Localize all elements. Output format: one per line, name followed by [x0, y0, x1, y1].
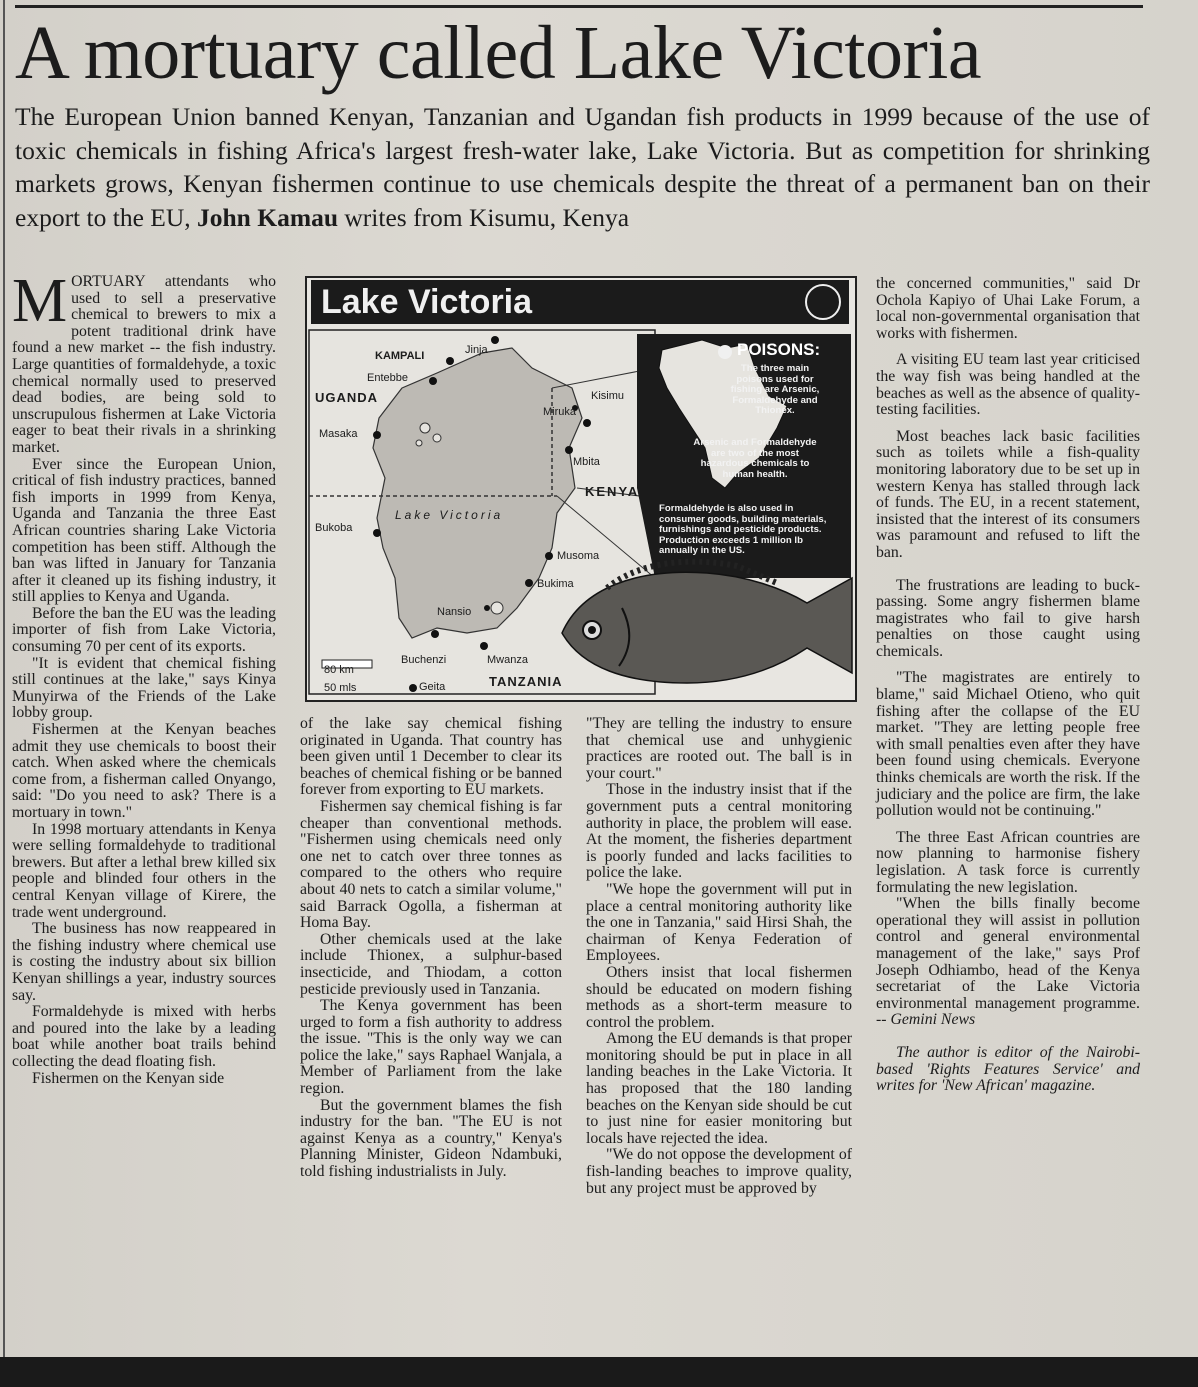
- place-label: KAMPALI: [375, 350, 425, 362]
- paragraph: The frustrations are leading to buck-passing. Some angry fishermen blame magistrates who fail to give harsh penalties on those caught using chemicals.: [876, 576, 1140, 660]
- country-label: TANZANIA: [489, 674, 563, 689]
- dateline: writes from Kisumu, Kenya: [344, 202, 630, 232]
- paragraph-text: ORTUARY attendants who used to sell a preservative chemical to brewers to mix a potent traditional drink have found a new market -- the fish industry. Large quantities of formaldehyde, a toxic chemical normally used to preserved dead bodies, are being sold to unscrupulous fishermen at Lake Victoria eager to beat their rivals in a shrinking market.: [12, 273, 276, 456]
- paragraph: "It is evident that chemical fishing still continues at the lake," says Kinya Munyirwa of the Friends of the Lake lobby group.: [12, 654, 276, 722]
- paragraph: A visiting EU team last year criticised the way fish was being handled at the beaches as well as the absence of quality-testing facilities.: [876, 351, 1140, 419]
- place-label: Geita: [419, 681, 446, 693]
- place-label: Entebbe: [367, 372, 408, 384]
- poisons-note-1: The three main poisons used for fishing are Arsenic, Formaldehyde and Thionex.: [730, 363, 820, 416]
- column-2: [300, 716, 562, 1181]
- lake-label: Lake Victoria: [395, 508, 504, 522]
- place-label: Kisimu: [591, 390, 625, 402]
- standfirst: [15, 100, 1150, 234]
- gemini-logo-icon: [805, 284, 841, 320]
- paragraph: Fishermen at the Kenyan beaches admit they use chemicals to boost their catch. When asked where the chemicals come from, a fisherman called Onyango, said: "Do you need to ask? There is a mortuary in town.": [12, 721, 276, 821]
- column-1: [12, 267, 276, 1087]
- paragraph: The Kenya government has been urged to form a fish authority to address the issue. "This is the only way we can police the lake," says Raphael Wanjala, a Member of Parliament from the lake region.: [300, 997, 562, 1098]
- skull-icon: [718, 345, 732, 359]
- island: [420, 423, 430, 433]
- top-rule: [15, 5, 1143, 8]
- paragraph: Ever since the European Union, critical of fish industry practices, banned fish imports in 1999 from Kenya, Uganda and Tanzania the three East African countries sharing Lake Victoria competition has been stiff. Although the ban was lifted in January for Tanzania after it cleaned up its fishing industry, it still applies to Kenya and Uganda.: [12, 455, 276, 606]
- news-source: Gemini News: [890, 1011, 976, 1029]
- place-label: Bukima: [537, 578, 574, 590]
- headline: A mortuary called Lake Victoria: [15, 11, 982, 95]
- poisons-note-2: Arsenic and Formaldehyde are two of the most hazardous chemicals to human health.: [693, 437, 817, 480]
- paragraph: Most beaches lack basic facilities such as toilets while a fish-quality monitoring laboratory due to be set up in western Kenya has stalled through lack of funds. The EU, in a recent statement, insisted that the interest of its consumers was paramount and refused to lift the ban.: [876, 427, 1140, 561]
- standfirst-text: The European Union banned Kenyan, Tanzanian and Ugandan fish products in 1999 because of the use of toxic chemicals in fishing Africa's largest fresh-water lake, Lake Victoria. But as competition for shrinking markets grows, Kenyan fishermen continue to use chemicals despite the threat of a permanent ban on their export to the EU,: [15, 102, 1150, 232]
- paragraph: Fishermen on the Kenyan side: [32, 1069, 225, 1087]
- poisons-note-3: Formaldehyde is also used in consumer goods, building materials, furnishings and pesticide products. Production exceeds 1 million lb annually in the US.: [659, 503, 827, 556]
- poisons-title: POISONS:: [737, 340, 821, 359]
- paragraph: The business has now reappeared in the fishing industry where chemical use is costing the industry about six billion Kenyan shillings a year, industry sources say.: [12, 920, 276, 1004]
- scale-km-label: 80 km: [324, 664, 354, 676]
- paragraph: "We hope the government will put in place a central monitoring authority like the one in Tanzania," said Hirsi Shah, the chairman of Kenya Federation of Employees.: [586, 880, 852, 965]
- place-label: Masaka: [319, 428, 358, 440]
- map-title: Lake Victoria: [311, 280, 849, 324]
- lake-victoria-map: [305, 276, 857, 702]
- author-name: John Kamau: [197, 202, 338, 232]
- paragraph: Among the EU demands is that proper monitoring should be put in place in all landing beaches in the Lake Victoria. It has proposed that the 180 landing beaches on the Kenyan side should be cut to just nine for easier monitoring but locals have rejected the idea.: [586, 1030, 852, 1147]
- page-edge-rule: [3, 0, 5, 1387]
- place-label: Buchenzi: [401, 654, 447, 666]
- scale-mls-label: 50 mls: [324, 682, 357, 694]
- island: [416, 440, 422, 446]
- paragraph: Those in the industry insist that if the government puts a central monitoring authority in place, the problem will ease. At the moment, the fisheries department is poorly funded and lacks facilities to police the lake.: [586, 781, 852, 882]
- place-label: Mbita: [573, 456, 600, 468]
- place-label: Bukoba: [315, 522, 353, 534]
- paragraph-text: "When the bills finally become operational they will assist in pollution control and general environmental management of the lake," says Prof Joseph Odhiambo, head of the Kenya secretariat of the Lake Victoria environmental management programme. --: [876, 895, 1140, 1029]
- paragraph: "They are telling the industry to ensure that chemical use and unhygienic practices are rooted out. The ball is in your court.": [586, 715, 852, 782]
- paragraph: Fishermen say chemical fishing is far cheaper than conventional methods. "Fishermen using chemicals need only one net to catch over three tonnes as compared to the others who require about 40 nets to catch a similar volume," said Barrack Ogolla, a fisherman at Homa Bay.: [300, 797, 562, 932]
- paragraph: Formaldehyde is mixed with herbs and poured into the lake by a leading boat while another boat trails behind collecting the dead floating fish.: [12, 1003, 276, 1070]
- lead-paragraph: [12, 267, 276, 457]
- island: [491, 602, 503, 614]
- place-label: Nansio: [437, 606, 472, 618]
- paragraph: Other chemicals used at the lake include Thionex, a sulphur-based insecticide, and Thiodam, a cotton pesticide previously used in Tanzania.: [300, 930, 562, 998]
- paragraph: Before the ban the EU was the leading importer of fish from Lake Victoria, consuming 70 per cent of its exports.: [12, 604, 276, 656]
- paragraph: In 1998 mortuary attendants in Kenya were selling formaldehyde to traditional brewers. But after a lethal brew killed six people and blinded four others in the central Kenyan village of Kirere, the trade went underground.: [12, 820, 276, 921]
- author-credit: The author is editor of the Nairobi-based 'Rights Features Service' and writes for 'New African' magazine.: [876, 1043, 1140, 1095]
- island: [433, 434, 441, 442]
- place-label: Mwanza: [487, 654, 528, 666]
- paragraph: The three East African countries are now planning to harmonise fishery legislation. A task force is currently formulating the new legislation.: [876, 828, 1140, 896]
- column-4: [876, 276, 1140, 1095]
- paragraph: "We do not oppose the development of fish-landing beaches to improve quality, but any project must be approved by: [586, 1146, 852, 1197]
- paragraph: [876, 896, 1140, 1029]
- paragraph: But the government blames the fish industry for the ban. "The EU is not against Kenya as a country," Kenya's Planning Minister, Gideon Ndambuki, told fishing industrialists in July.: [300, 1096, 562, 1181]
- country-label: KENYA: [585, 484, 640, 499]
- country-label: UGANDA: [315, 390, 379, 405]
- place-label: Miruka: [543, 406, 577, 418]
- column-3: [586, 716, 852, 1197]
- paragraph: "The magistrates are entirely to blame," said Michael Otieno, who quit fishing after the collapse of the EU market. "They are letting people free with small penalties even after they have been found using chemicals. Everyone thinks chemicals are worth the risk. If the judiciary and the police are firm, the lake pollution would not be continuing.": [876, 669, 1140, 820]
- place-label: Jinja: [465, 344, 488, 356]
- place-label: Musoma: [557, 550, 600, 562]
- paragraph: Others insist that local fishermen should be educated on modern fishing methods as a short-term measure to control the problem.: [586, 963, 852, 1031]
- paragraph: the concerned communities," said Dr Ochola Kapiyo of Uhai Lake Forum, a local non-governmental organisation that works with fishermen.: [876, 275, 1140, 342]
- paragraph: of the lake say chemical fishing originated in Uganda. That country has been given until 1 December to clear its beaches of chemical fishing or be banned forever from exporting to EU markets.: [300, 715, 562, 799]
- drop-cap: M: [12, 267, 68, 335]
